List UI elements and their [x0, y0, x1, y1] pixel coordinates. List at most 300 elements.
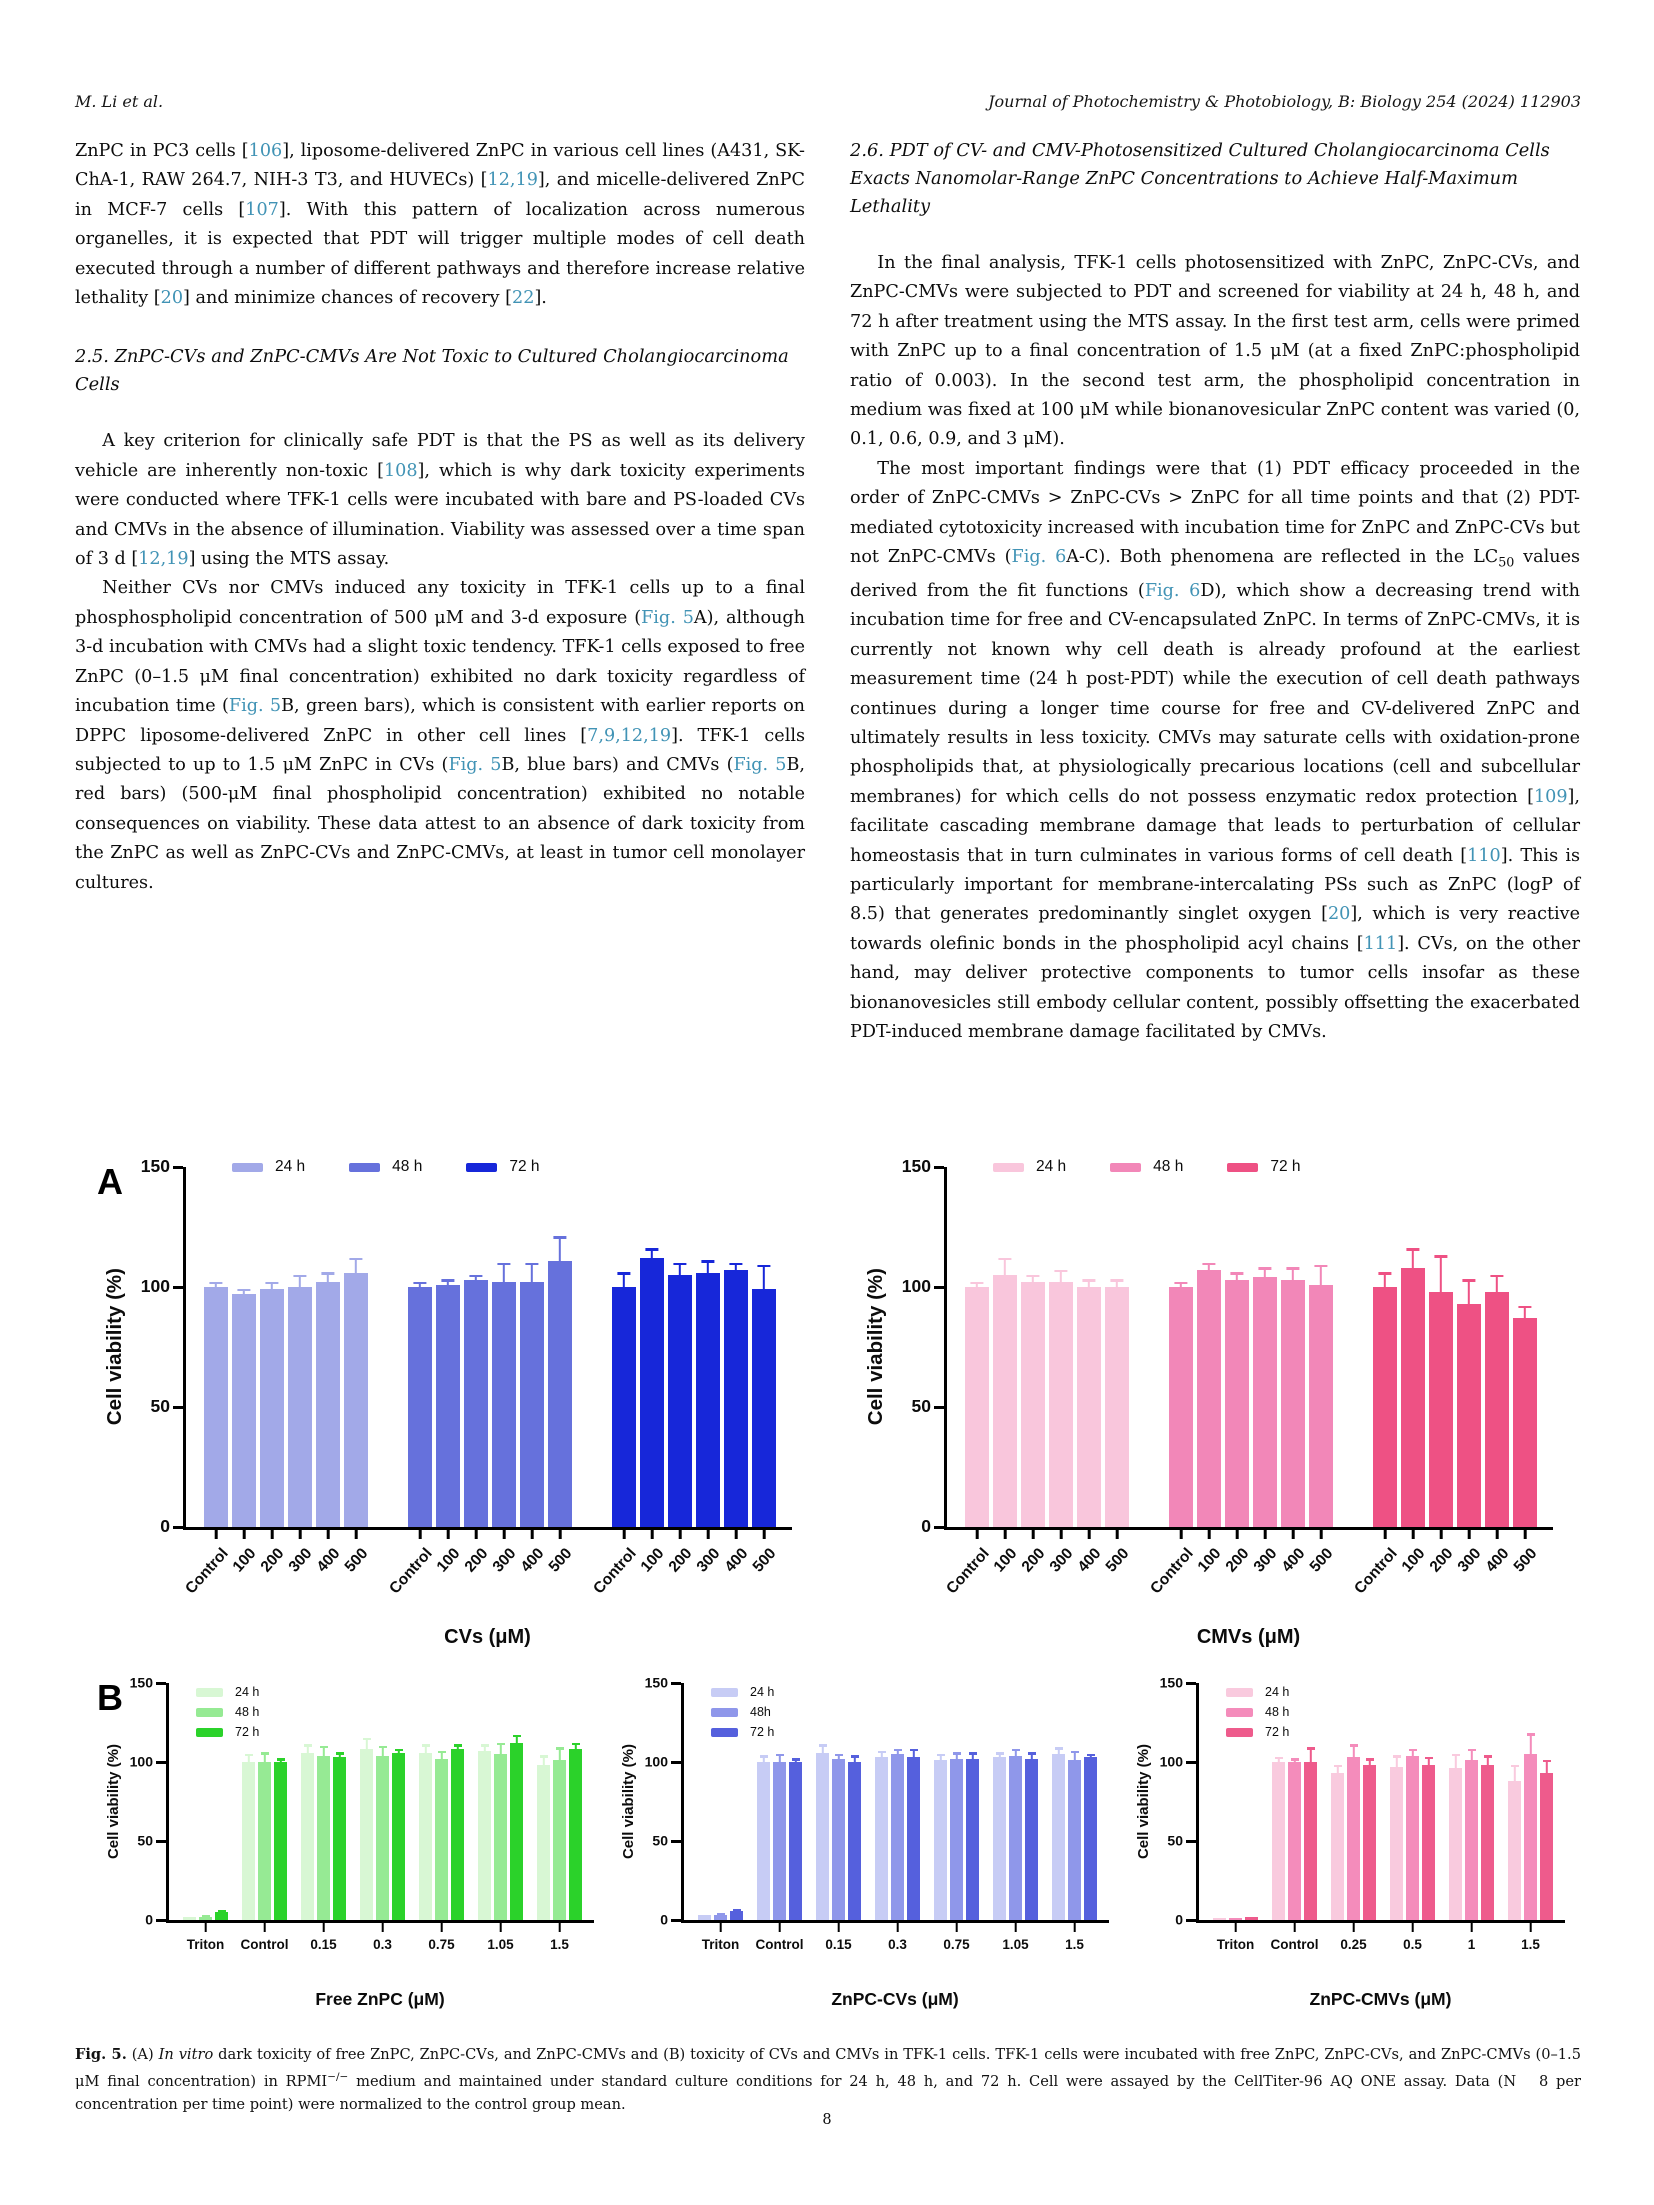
y-axis-tick [934, 1286, 944, 1289]
bar [714, 1915, 727, 1920]
y-axis-tick [173, 1166, 183, 1169]
legend-item [993, 1158, 1066, 1176]
bar-cluster [1169, 1270, 1333, 1527]
x-axis-tick [381, 1923, 384, 1932]
error-bar-cap [540, 1755, 548, 1757]
x-axis-label: 0.15 [310, 1937, 337, 1952]
error-bar-cap [218, 1910, 226, 1912]
error-bar-cap [413, 1282, 426, 1284]
x-axis-tick [1032, 1530, 1035, 1539]
error-bar-cap [673, 1263, 686, 1265]
error-bar-cap [1286, 1267, 1299, 1269]
y-axis-tick-label: 0 [1175, 1911, 1183, 1928]
bar-cluster [1272, 1762, 1317, 1920]
chart-free-znpc [105, 1674, 594, 2010]
y-axis-tick-label: 50 [911, 1396, 931, 1417]
bar [1429, 1292, 1453, 1527]
section-heading-2-6: 2.6. PDT of CV- and CMV-Photosensitized Cultured Cholangiocarcinoma Cells Exacts Nanomolar-Range ZnPC Concentrations to Achieve Half-Maximum Lethality [850, 140, 1550, 217]
legend-label: 72 h [1265, 1725, 1290, 1739]
x-axis-tick [1468, 1530, 1471, 1539]
x-axis-tick [531, 1530, 534, 1539]
legend-swatch [1226, 1708, 1253, 1717]
bar [360, 1749, 373, 1920]
error-bar-cap [729, 1263, 742, 1265]
bar [1025, 1759, 1038, 1920]
x-label-slot [1074, 1530, 1105, 1622]
paragraph: ZnPC in PC3 cells [106], liposome-delivered ZnPC in various cell lines (A431, SK-ChA-1, RAW 264.7, NIH-3 T3, and HUVECs) [12,19], and micelle-delivered ZnPC in MCF-7 cells [107]. With this pattern of localization across numerous organelles, it is expected that PDT will trigger multiple modes of cell death executed through a number of different pathways and therefore increase relative lethality [20] and minimize chances of recovery [22]. [75, 141, 805, 309]
figure-5 [75, 1156, 1581, 2116]
x-axis-labels [944, 1530, 1553, 1622]
x-label-cluster [478, 1923, 523, 1973]
legend-item [466, 1158, 539, 1176]
x-label-slot [1250, 1530, 1281, 1622]
error-bar-cap [321, 1272, 334, 1274]
x-label-slot [1426, 1530, 1457, 1622]
x-axis-label: Triton [701, 1937, 740, 1952]
y-axis-title: Cell viability (%) [103, 1268, 126, 1426]
x-label-cluster [698, 1923, 743, 1973]
legend-label: 24 h [1036, 1158, 1067, 1175]
bar [1513, 1318, 1537, 1527]
x-axis-label: 300 [285, 1545, 316, 1576]
bar [1485, 1292, 1509, 1527]
x-label-cluster [242, 1923, 287, 1973]
error-bar-cap [910, 1749, 918, 1751]
x-label-cluster [1052, 1923, 1097, 1973]
bar [1049, 1282, 1073, 1527]
y-axis-tick [671, 1919, 681, 1922]
bar [288, 1287, 312, 1527]
error-bar-cap [202, 1915, 210, 1917]
bar [612, 1287, 636, 1527]
error-bar-cap [481, 1744, 489, 1746]
plot-area [901, 1156, 1553, 1537]
x-axis-label: 300 [1454, 1545, 1485, 1576]
error-bar-cap [894, 1749, 902, 1751]
y-axis-tick [671, 1761, 681, 1764]
error-bar-cap [1110, 1279, 1123, 1281]
bar [848, 1762, 861, 1920]
x-axis-label: 0.15 [825, 1937, 852, 1952]
x-label-slot [182, 1530, 232, 1622]
x-axis-tick [1411, 1923, 1414, 1932]
x-label-slot [1046, 1530, 1077, 1622]
y-axis-tick-label: 150 [1159, 1674, 1183, 1691]
error-bar [1320, 1265, 1322, 1284]
x-axis-title: CVs (μM) [444, 1626, 531, 1648]
legend-label: 24 h [1265, 1685, 1290, 1699]
x-axis-label: 0.5 [1403, 1937, 1422, 1952]
panel-b-charts [75, 1674, 1581, 2010]
x-label-slot [665, 1530, 696, 1622]
x-axis-label: Control [755, 1937, 804, 1952]
x-axis-tick [1236, 1530, 1239, 1539]
error-bar-cap [1511, 1765, 1519, 1767]
error-bar-cap [1393, 1755, 1401, 1757]
figure-caption [75, 2044, 1581, 2116]
error-bar-cap [998, 1258, 1011, 1260]
bar-cluster [360, 1749, 405, 1920]
error-bar-cap [1307, 1747, 1315, 1749]
bar [757, 1762, 770, 1920]
bar [316, 1282, 340, 1527]
x-label-cluster [1449, 1923, 1494, 1973]
legend-swatch [711, 1688, 738, 1697]
x-label-cluster [1508, 1923, 1553, 1973]
x-axis-tick [1180, 1530, 1183, 1539]
bar-cluster [698, 1911, 743, 1920]
error-bar-cap [513, 1735, 521, 1737]
error-bar [1384, 1273, 1386, 1287]
x-axis-tick [651, 1530, 654, 1539]
error-bar-cap [1258, 1267, 1271, 1269]
error-bar-cap [819, 1744, 827, 1746]
error-bar-cap [835, 1754, 843, 1756]
x-axis-tick [1320, 1530, 1323, 1539]
bar [494, 1754, 507, 1920]
y-axis-tick-label: 100 [1159, 1753, 1183, 1770]
bar [965, 1287, 989, 1527]
y-axis-tick [156, 1682, 166, 1685]
bar [1390, 1767, 1403, 1920]
bar [1169, 1287, 1193, 1527]
x-axis-tick [837, 1923, 840, 1932]
x-axis-label: 200 [665, 1545, 696, 1576]
x-label-slot [721, 1530, 752, 1622]
x-axis-label: 1.5 [1065, 1937, 1084, 1952]
bar [1213, 1918, 1226, 1920]
bar [1272, 1762, 1285, 1920]
x-axis-label: 0.3 [373, 1937, 392, 1952]
error-bar-cap [556, 1747, 564, 1749]
x-axis-label: 300 [1046, 1545, 1077, 1576]
bar [569, 1749, 582, 1920]
error-bar [1529, 1734, 1531, 1755]
bar-cluster [183, 1912, 228, 1920]
plot-area [644, 1674, 1109, 1928]
x-axis-tick [955, 1923, 958, 1932]
error-bar-cap [454, 1744, 462, 1746]
x-axis-label: 200 [1222, 1545, 1253, 1576]
bar [204, 1287, 228, 1527]
x-axis-label: Control [182, 1545, 232, 1598]
x-axis-label: Control [1147, 1545, 1197, 1598]
y-axis-tick [934, 1406, 944, 1409]
error-bar-cap [572, 1743, 580, 1745]
y-axis-tick-label: 0 [145, 1911, 153, 1928]
bar-cluster [1508, 1754, 1553, 1920]
legend-item [1110, 1158, 1183, 1176]
x-axis-label: 100 [637, 1545, 668, 1576]
y-axis-tick [156, 1919, 166, 1922]
bar [1077, 1287, 1101, 1527]
x-label-slot [1278, 1530, 1309, 1622]
error-bar [1468, 1280, 1470, 1304]
bar [215, 1912, 228, 1920]
bar [553, 1760, 566, 1920]
bar [1084, 1757, 1097, 1920]
x-axis-label: 200 [1426, 1545, 1457, 1576]
x-label-cluster [816, 1923, 861, 1973]
bar [752, 1289, 776, 1527]
x-axis-label: Triton [186, 1937, 225, 1952]
bar [950, 1759, 963, 1920]
figure5-panel-b [75, 1674, 1581, 2010]
y-axis-tick-label: 0 [660, 1911, 668, 1928]
bar-cluster [204, 1273, 368, 1527]
legend [1226, 1685, 1289, 1739]
legend-item [711, 1685, 774, 1699]
bar [376, 1756, 389, 1920]
legend-label: 48 h [235, 1705, 260, 1719]
x-axis-labels [183, 1530, 792, 1622]
bar [419, 1753, 432, 1920]
legend-swatch [1226, 1728, 1253, 1737]
x-axis-label: 200 [1018, 1545, 1049, 1576]
x-axis-label: 0.25 [1340, 1937, 1367, 1952]
x-label-slot [693, 1530, 724, 1622]
x-label-slot [590, 1530, 640, 1622]
bar [1363, 1765, 1376, 1920]
legend-swatch [196, 1728, 223, 1737]
legend-item [711, 1725, 774, 1739]
legend-label: 24 h [750, 1685, 775, 1699]
y-axis-tick-label: 150 [644, 1674, 668, 1691]
x-axis-tick [558, 1923, 561, 1932]
y-axis-tick-label: 150 [140, 1156, 170, 1177]
legend-item [196, 1685, 259, 1699]
bar [537, 1765, 550, 1920]
bar-cluster [612, 1258, 776, 1527]
bar [260, 1289, 284, 1527]
x-label-cluster [590, 1530, 780, 1622]
bar [1288, 1762, 1301, 1920]
x-axis-tick [1073, 1923, 1076, 1932]
error-bar [559, 1237, 561, 1261]
bar [492, 1282, 516, 1527]
x-label-slot [1147, 1530, 1197, 1622]
x-label-slot [285, 1530, 316, 1622]
x-axis-tick [499, 1923, 502, 1932]
bar-cluster [478, 1743, 523, 1920]
legend-swatch [196, 1688, 223, 1697]
bar [730, 1911, 743, 1920]
error-bar-cap [792, 1758, 800, 1760]
bar [1225, 1280, 1249, 1527]
legend-item [196, 1705, 259, 1719]
x-axis-tick [322, 1923, 325, 1932]
x-label-cluster [943, 1530, 1133, 1622]
y-axis-tick-label: 100 [901, 1276, 931, 1297]
y-axis-title: Cell viability (%) [620, 1743, 637, 1860]
running-author: M. Li et al. [75, 92, 164, 111]
error-bar [1513, 1765, 1515, 1781]
x-label-cluster [934, 1923, 979, 1973]
x-axis-label: 0.75 [943, 1937, 970, 1952]
error-bar-cap [1468, 1749, 1476, 1751]
x-axis-labels [681, 1923, 1109, 1973]
bar-cluster [242, 1762, 287, 1920]
x-axis-tick [1060, 1530, 1063, 1539]
bar [464, 1280, 488, 1527]
error-bar-cap [438, 1751, 446, 1753]
page-number: 8 [822, 2112, 832, 2128]
error-bar-cap [851, 1755, 859, 1757]
bar [1540, 1773, 1553, 1920]
bar-cluster [1449, 1760, 1494, 1920]
legend-swatch [349, 1163, 380, 1172]
error-bar [1412, 1249, 1414, 1268]
bar-cluster [537, 1749, 582, 1920]
x-axis-label: 100 [1398, 1545, 1429, 1576]
error-bar-cap [937, 1754, 945, 1756]
panel-a-charts [75, 1156, 1581, 1649]
legend-label: 24 h [275, 1158, 306, 1175]
bar-cluster [993, 1756, 1038, 1920]
x-label-cluster [1351, 1530, 1541, 1622]
bar [907, 1757, 920, 1920]
bar [258, 1762, 271, 1920]
error-bar [1004, 1258, 1006, 1275]
x-axis-label: Control [386, 1545, 436, 1598]
bar [1052, 1754, 1065, 1920]
panel-a-label: A [97, 1161, 123, 1202]
bar [789, 1762, 802, 1920]
error-bar-cap [1350, 1744, 1358, 1746]
left-column [75, 137, 805, 898]
x-axis-label: 400 [1074, 1545, 1105, 1576]
x-axis-tick [327, 1530, 330, 1539]
bar [640, 1258, 664, 1527]
bar [199, 1917, 212, 1920]
section-heading-2-5: 2.5. ZnPC-CVs and ZnPC-CMVs Are Not Toxic to Cultured Cholangiocarcinoma Cells [75, 346, 789, 396]
error-bar-cap [1230, 1272, 1243, 1274]
x-axis-title: ZnPC-CMVs (μM) [1309, 1989, 1452, 2009]
bar [1009, 1756, 1022, 1920]
error-bar-cap [469, 1275, 482, 1277]
error-bar-cap [701, 1260, 714, 1262]
journal-title: Journal of Photochemistry & Photobiology, B: Biology 254 (2024) 112903 [988, 92, 1581, 111]
x-label-slot [517, 1530, 548, 1622]
x-axis-label: 100 [990, 1545, 1021, 1576]
error-bar-cap [1425, 1757, 1433, 1759]
error-bar-cap [953, 1752, 961, 1754]
bar [520, 1282, 544, 1527]
paragraph: In the final analysis, TFK-1 cells photosensitized with ZnPC, ZnPC-CVs, and ZnPC-CMVs were subjected to PDT and screened for viability at 24 h, 48 h, and 72 h after treatment using the MTS assay. In the first test arm, cells were primed with ZnPC up to a final concentration of 1.5 μM (at a fixed ZnPC:phospholipid ratio of 0.003). In the second test arm, the phospholipid concentration in medium was fixed at 100 μM while bionanovesicular ZnPC content was varied (0, 0.1, 0.6, 0.9, and 3 μM). [850, 253, 1580, 450]
x-axis-label: 400 [517, 1545, 548, 1576]
y-axis-tick-label: 0 [160, 1516, 170, 1537]
x-axis-labels [166, 1923, 594, 1973]
error-bar [355, 1258, 357, 1272]
bar-cluster [934, 1759, 979, 1920]
legend-label: 48h [750, 1705, 771, 1719]
x-axis-label: 200 [461, 1545, 492, 1576]
y-axis-tick-label: 50 [1167, 1832, 1183, 1849]
error-bar-cap [878, 1751, 886, 1753]
error-bar-cap [497, 1263, 510, 1265]
plot-area [1159, 1674, 1565, 1928]
bar-cluster [301, 1753, 346, 1920]
error-bar-cap [1452, 1754, 1460, 1756]
x-axis-tick [1004, 1530, 1007, 1539]
x-axis-tick [719, 1923, 722, 1932]
x-label-cluster [757, 1923, 802, 1973]
x-axis-label: 500 [341, 1545, 372, 1576]
x-axis-label: 500 [545, 1545, 576, 1576]
error-bar-cap [363, 1738, 371, 1740]
bar [242, 1762, 255, 1920]
x-axis-tick [1352, 1923, 1355, 1932]
x-label-cluster [993, 1923, 1038, 1973]
error-bar-cap [1028, 1752, 1036, 1754]
error-bar-cap [1314, 1265, 1327, 1267]
x-label-slot [341, 1530, 372, 1622]
legend-label: 72 h [750, 1725, 775, 1739]
bar [1347, 1757, 1360, 1920]
x-axis-label: 1.5 [1521, 1937, 1540, 1952]
x-label-slot [257, 1530, 288, 1622]
x-label-slot [943, 1530, 993, 1622]
bar [698, 1915, 711, 1920]
x-axis-tick [299, 1530, 302, 1539]
y-axis-tick-label: 0 [921, 1516, 931, 1537]
x-axis-label: 500 [1306, 1545, 1337, 1576]
x-axis-tick [263, 1923, 266, 1932]
bar [696, 1273, 720, 1527]
legend-item [1226, 1705, 1289, 1719]
error-bar-cap [441, 1279, 454, 1281]
error-bar-cap [996, 1752, 1004, 1754]
x-axis-label: 400 [1482, 1545, 1513, 1576]
x-axis-tick [707, 1530, 710, 1539]
error-bar [1440, 1256, 1442, 1292]
x-axis-label: 100 [1194, 1545, 1225, 1576]
error-bar-cap [320, 1746, 328, 1748]
x-axis-tick [1529, 1923, 1532, 1932]
y-axis-tick [156, 1840, 166, 1843]
x-axis-label: Control [1270, 1937, 1319, 1952]
y-axis-tick [173, 1526, 183, 1529]
error-bar-cap [336, 1752, 344, 1754]
error-bar-cap [776, 1754, 784, 1756]
error-bar-cap [717, 1913, 725, 1915]
bar-cluster [1373, 1268, 1537, 1527]
x-label-slot [313, 1530, 344, 1622]
bar [1457, 1304, 1481, 1527]
x-axis-label: 200 [257, 1545, 288, 1576]
bar-cluster [408, 1261, 572, 1527]
x-axis-label: 0.75 [428, 1937, 455, 1952]
error-bar-cap [1543, 1760, 1551, 1762]
legend-label: 24 h [235, 1685, 260, 1699]
x-axis-tick [1116, 1530, 1119, 1539]
x-axis-tick [896, 1923, 899, 1932]
x-axis-tick [1496, 1530, 1499, 1539]
x-label-cluster [183, 1923, 228, 1973]
x-axis-tick [475, 1530, 478, 1539]
x-axis-tick [1208, 1530, 1211, 1539]
plot-area [140, 1156, 792, 1537]
error-bar-cap [1275, 1757, 1283, 1759]
x-label-slot [1222, 1530, 1253, 1622]
x-axis-tick [1412, 1530, 1415, 1539]
figure5-panel-a [75, 1156, 1581, 1649]
legend-label: 48 h [392, 1158, 423, 1175]
error-bar-cap [349, 1258, 362, 1260]
legend-label: 72 h [235, 1725, 260, 1739]
error-bar [1496, 1275, 1498, 1292]
x-axis-tick [1234, 1923, 1237, 1932]
